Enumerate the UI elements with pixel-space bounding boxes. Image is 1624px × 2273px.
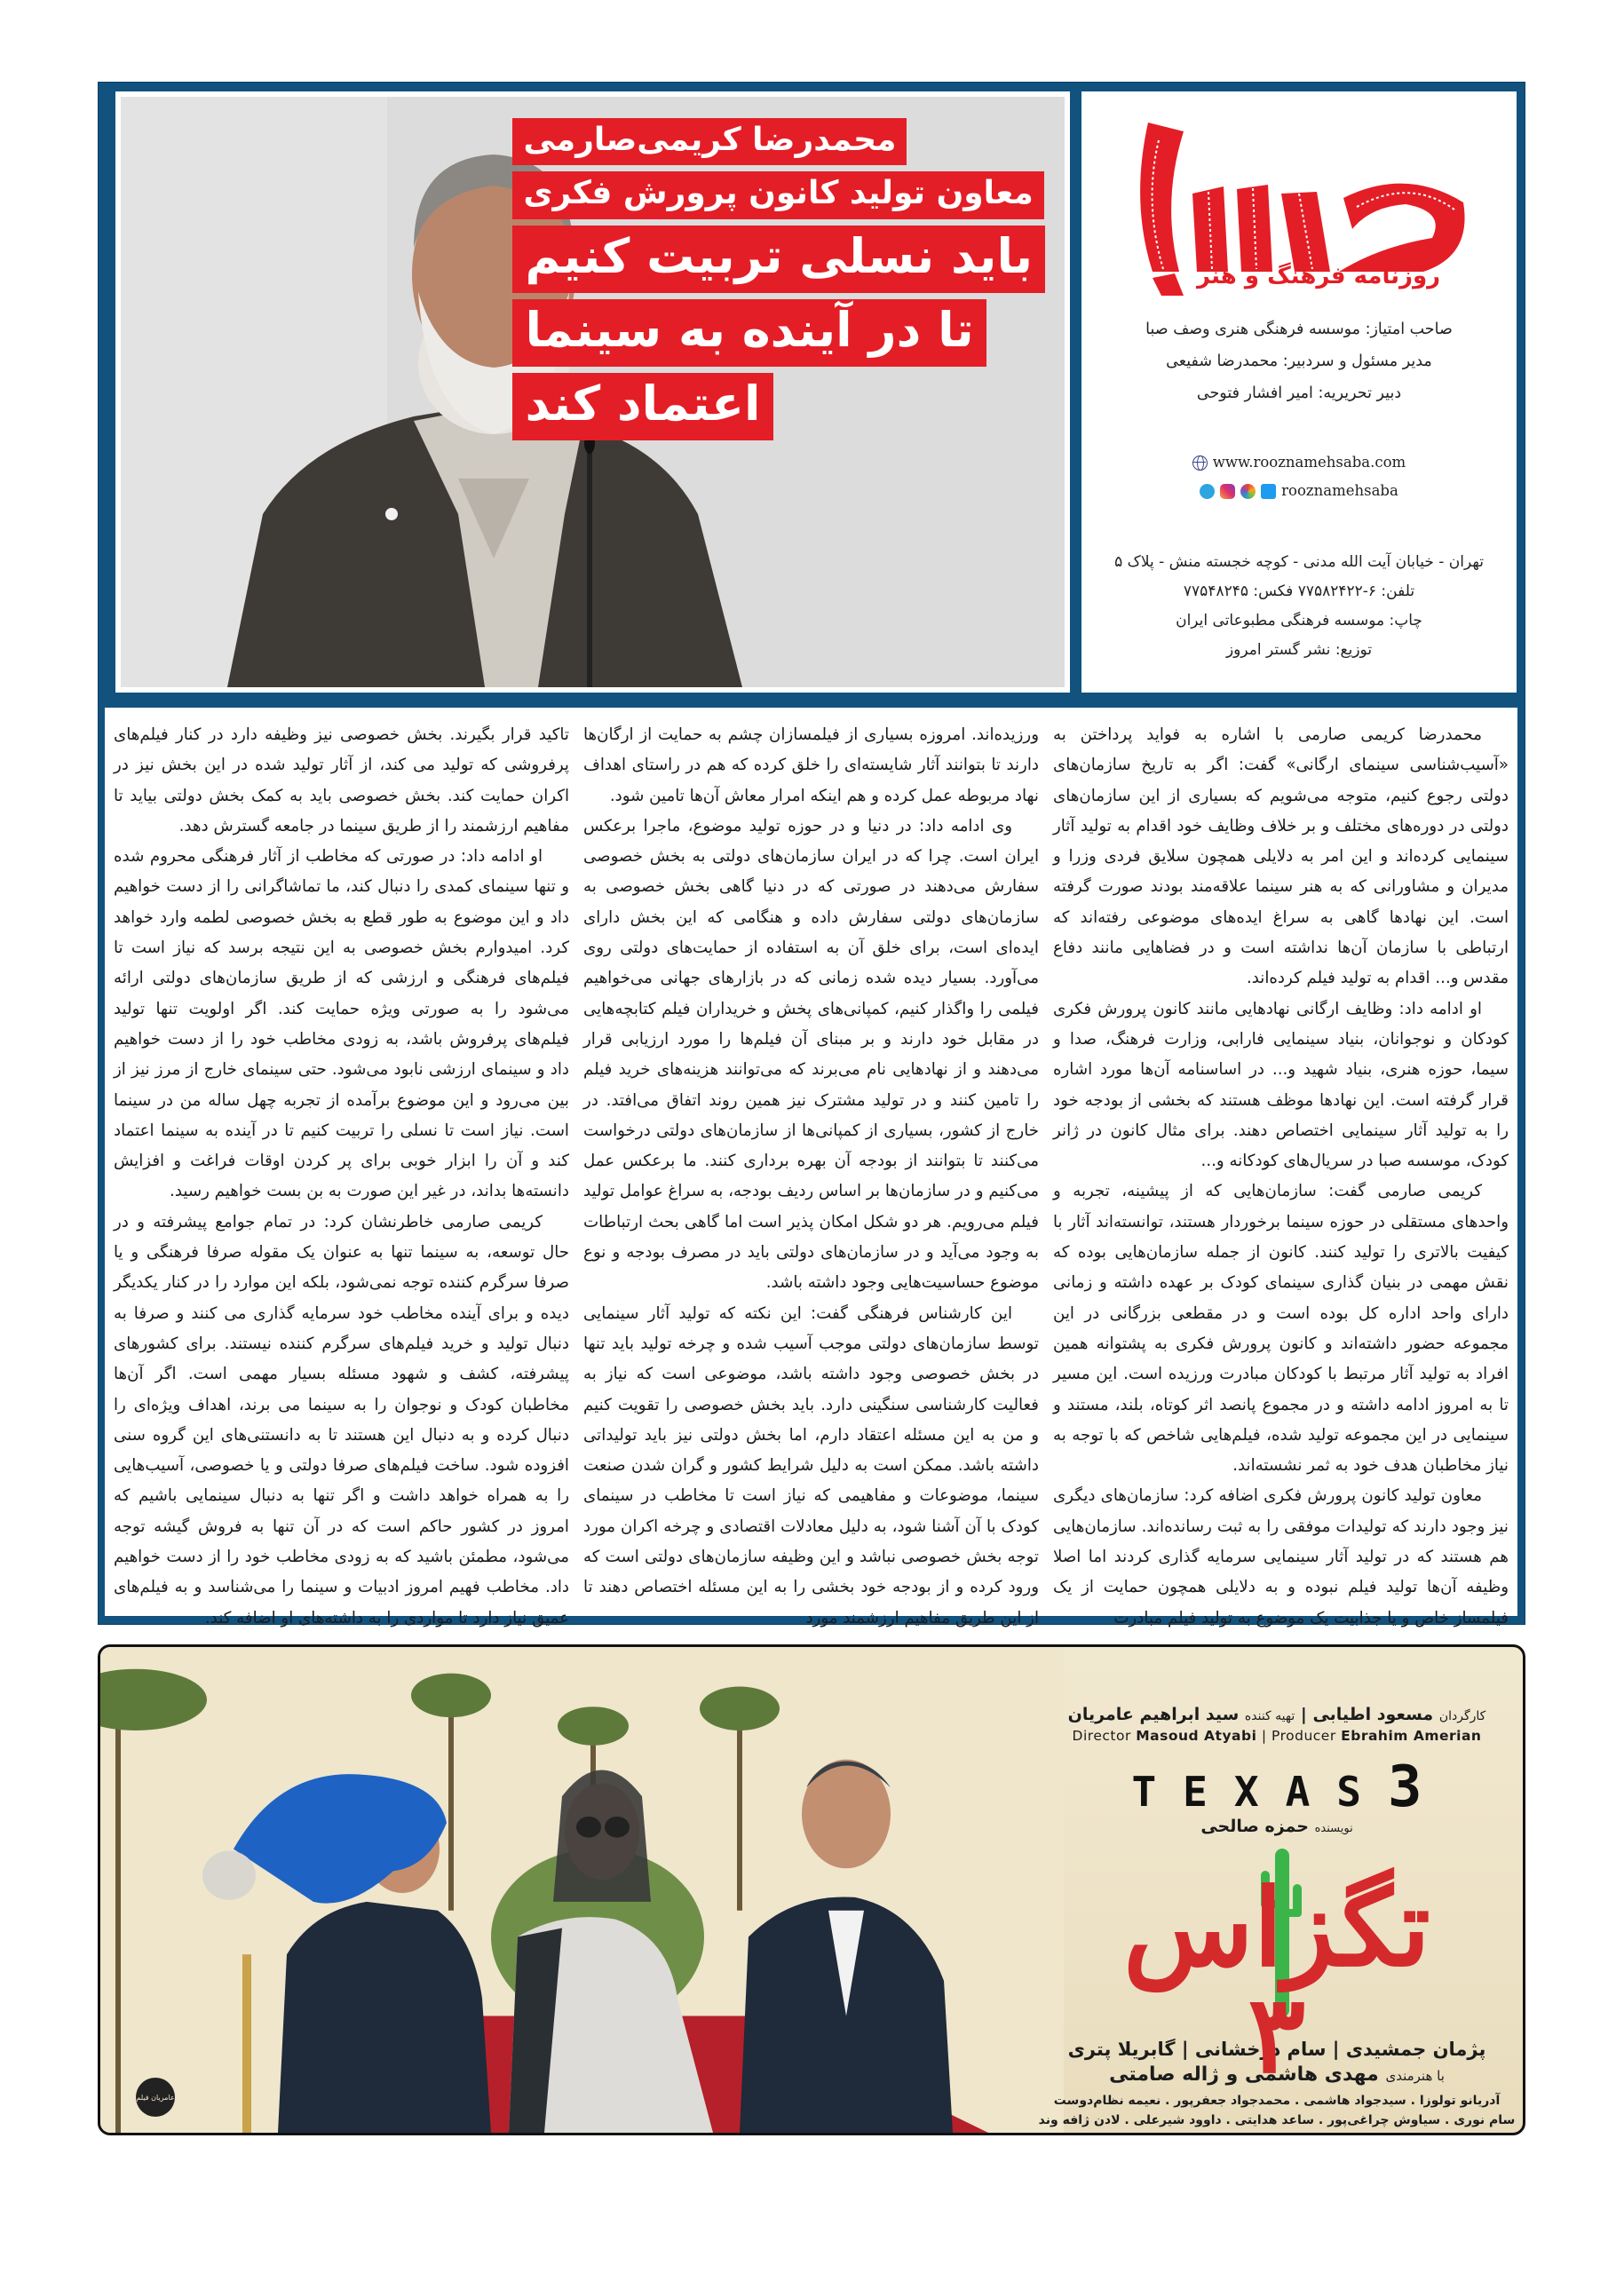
cast-line-1: آدریانو تولوزا . سیدجواد هاشمی . محمدجواد جعفرپور . نعیمه نظام‌دوست: [1053, 2094, 1501, 2108]
movie-advertisement[interactable]: [98, 1644, 1525, 2135]
article-paragraph: وی ادامه داد: در دنیا و در حوزه تولید موضوع، ماجرا برعکس ایران است. چرا که در ایران سازمان‌های دولتی به بخش خصوصی سفارش می‌دهند در صورتی که در دنیا گاهی بخش خصوصی به سازمان‌های دولتی سفارش داده و هنگامی که این بخش دارای ایده‌ای است، برای خلق آن به استفاده از حمایت‌های دولتی روی می‌آورد. بسیار دیده شده زمانی که در بازارهای جهانی می‌خواهیم فیلمی را واگذار کنیم، کمپانی‌های پخش و خریداران فیلم کتابچه‌هایی در مقابل خود دارند و بر مبنای آن فیلم‌ها را مورد ارزیابی قرار می‌دهند و از نهادهایی نام می‌برند که می‌توانند هزینه‌های خرید فیلم را تامین کنند و در تولید مشترک نیز همین روند اتفاق می‌افتد. در خارج از کشور، بسیاری از کمپانی‌ها از سازمان‌های دولتی درخواست می‌کنند تا بتوانند از بودجه آن بهره برداری کنند. ما برعکس عمل می‌کنیم و در سازمان‌ها بر اساس ردیف بودجه، به سراغ عوامل تولید فیلم می‌رویم. هر دو شکل امکان پذیر است اما گاهی بحث ارتباطات به وجود می‌آید و در سازمان‌های دولتی باید در مصرف بودجه و نوع موضوع حساسیت‌هایی وجود داشته باشد.: [583, 816, 1039, 1293]
phone-fax-line: تلفن: ۶-۷۷۵۸۲۴۲۲ فکس: ۷۷۵۴۸۲۴۵: [1183, 582, 1415, 600]
writer-name: حمزه صالحی: [1200, 1817, 1309, 1836]
movie-title-english: [1028, 1754, 1525, 1820]
headline-line-1: باید نسلی تربیت کنیم: [512, 226, 1045, 293]
article-paragraph: تاکید قرار بگیرند. بخش خصوصی نیز وظیفه دارد در کنار فیلم‌های پرفروشی که تولید می کند، از آثار تولید شده در این بخش نیز در اکران حمایت کند. بخش خصوصی باید به کمک بخش دولتی بیاید تا مفاهیم ارزشمند را از طریق سینما در جامعه گسترش دهد.: [114, 725, 569, 836]
article-paragraph: کریمی صارمی گفت: سازمان‌هایی که از پیشینه، تجربه و واحدهای مستقلی در حوزه سینما برخوردار هستند، توانسته‌اند آثار با کیفیت بالاتری را تولید کنند. کانون از جمله سازمان‌هایی بوده که نقش مهمی در بنیان گذاری سینمای کودک بر عهده داشته و زمانی دارای واحد اداره کل بوده است و در مقطعی بزرگانی در این مجموعه حضور داشته‌اند و کانون پرورش فکری به پشتوانه همین افراد به تولید آثار مرتبط با کودکان مبادرت ورزیده است. این مسیر تا به امروز ادامه داشته و در مجموع پانصد اثر کوتاه، بلند، مستند و سینمایی در این مجموعه تولید شده، فیلم‌هایی شاخص که با توجه به نیاز مخاطبان هدف خود به ثمر نشسته‌اند.: [1053, 1182, 1509, 1476]
headline-stack: [512, 118, 1045, 440]
lead-photo: [121, 97, 1065, 687]
article-column-3: [114, 720, 569, 1628]
ad-text-block: [1028, 1647, 1525, 2133]
article-paragraph: او ادامه داد: در صورتی که مخاطب از آثار فرهنگی محروم شده و تنها سینمای کمدی را دنبال کند، ما تماشاگرانی را از دست خواهیم داد و این موضوع به طور قطع به بخش خصوصی لطمه وارد خواهد کرد. امیدوارم بخش خصوصی به این نتیجه برسد که نیاز است تا فیلم‌های فرهنگی و ارزشی که از طریق سازمان‌های دولتی ارائه می‌شود را به صورتی ویژه حمایت کند. اگر اولویت تنها تولید فیلم‌های پرفروش باشد، به زودی مخاطب خود را از دست خواهیم داد و سینمای ارزشی نابود می‌شود. حتی سینمای خارج از مرز نیز از بین می‌رود و این موضوع برآمده از تجربه چهل ساله من در سینما است. نیاز است تا نسلی را تربیت کنیم تا در آینده به سینما اعتماد کند و آن را ابزار خوبی برای پر کردن اوقات فراغت و افزایش دانسته‌ها بداند، در غیر این صورت به بن بست خواهیم رسید.: [114, 847, 569, 1201]
article-paragraph: ورزیده‌اند. امروزه بسیاری از فیلمسازان چشم به حمایت از ارگان‌ها دارند تا بتوانند آثار شایسته‌ای را خلق کرده که هم در راستای اهداف نهاد مربوطه عمل کرده و هم اینکه امرار معاش آن‌ها تامین شود.: [583, 725, 1039, 805]
director-label-en: Director: [1072, 1728, 1131, 1744]
director-label: کارگردان: [1438, 1709, 1486, 1723]
director-name: مسعود اطیابی: [1312, 1705, 1434, 1724]
featuring-label: با هنرمندی: [1385, 2068, 1445, 2084]
masthead-tagline: روزنامه فرهنگ و هنر: [1197, 263, 1441, 289]
featuring-names: مهدی هاشمی و ژاله صامتی: [1109, 2063, 1379, 2086]
saba-logo: [1113, 105, 1485, 296]
title-number: 3: [1387, 1754, 1422, 1820]
writer-credit: [1028, 1817, 1525, 1836]
studio-logo: عامریان فیلم: [136, 2078, 175, 2117]
movie-poster-art: [100, 1647, 1064, 2133]
crew-english: Director Masoud Atyabi | Producer Ebrahim Amerian: [1072, 1728, 1482, 1744]
address-line: تهران - خیابان آیت الله مدنی - کوچه خجسته منش - پلاک ۵: [1114, 553, 1484, 571]
producer-label: تهیه کننده: [1244, 1709, 1295, 1723]
article-column-2: [583, 720, 1039, 1628]
rubika-icon[interactable]: [1240, 484, 1256, 499]
web-links: [1081, 448, 1517, 505]
article-column-1: [1053, 720, 1509, 1628]
article-paragraph: محمدرضا کریمی صارمی با اشاره به فواید پرداختن به «آسیب‌شناسی سینمای ارگانی» گفت: اگر به تاریخ سازمان‌های دولتی رجوع کنیم، متوجه می‌شویم که بسیاری از این سازمان‌های دولتی در دوره‌های مختلف و بر خلاف وظایف خود اقدام به تولید آثار سینمایی کرده‌اند و این امر به دلایلی همچون سلایق فردی وزرا و مدیران و مشاورانی که به هنر سینما علاقه‌مند بودند صورت گرفته است. این نهادها گاهی به سراغ ایده‌های موضوعی رفته‌اند که ارتباطی با سازمان آن‌ها نداشته است و در فضاهایی مانند دفاع مقدس و... اقدام به تولید فیلم کرده‌اند.: [1053, 725, 1509, 988]
director-name-en: Masoud Atyabi: [1136, 1728, 1257, 1744]
interviewee-role: معاون تولید کانون پرورش فکری: [512, 171, 1043, 218]
headline-line-2: تا در آینده به سینما: [512, 299, 986, 367]
article-body: [105, 708, 1517, 1628]
producer-name: سید ابراهیم عامریان: [1067, 1705, 1240, 1724]
article-paragraph: کریمی صارمی خاطرنشان کرد: در تمام جوامع پیشرفته و در حال توسعه، به سینما تنها به عنوان یک مقوله صرفا فرهنگی و یا صرفا سرگرم کننده توجه نمی‌شود، بلکه این موارد را در کنار یکدیگر دیده و برای آینده مخاطب خود سرمایه گذاری می کنند و صرفا به دنبال تولید و خرید فیلم‌های سرگرم کننده نیستند. برای کشورهای پیشرفته، کشف و شهود مسئله بسیار مهمی است. اگر آن‌ها مخاطبان کودک و نوجوان را به سینما می برند، اهداف ویژه‌ای را دنبال کرده و به دنبال این هستند تا به دانستنی‌های این گروه سنی افزوده شود. ساخت فیلم‌های صرفا دولتی و یا خصوصی، آسیب‌هایی را به همراه خواهد داشت و اگر تنها به دنبال سینمایی باشیم که امروز در کشور حاکم است که در آن تنها به فروش گیشه توجه می‌شود، مطمئن باشید که به زودی مخاطب خود را از دست خواهیم داد. مخاطب فهیم امروز ادبیات و سینما را می‌شناسد و به فیلم‌های عمیق نیاز دارد تا مواردی را به داشته‌های او اضافه کند.: [114, 1212, 569, 1628]
social-handle[interactable]: rooznamehsaba: [1281, 482, 1398, 499]
masthead-credits: [1081, 313, 1517, 409]
telegram-icon[interactable]: [1200, 484, 1215, 499]
twitter-icon[interactable]: [1261, 484, 1276, 499]
movie-title-persian: تگزاس ۳: [1123, 1865, 1430, 2097]
cast-line-2: سام نوری . سیاوش چراغی‌پور . ساعد هدایتی . داوود شیرعلی . لادن ژافه وند: [1038, 2113, 1516, 2127]
article-paragraph: این کارشناس فرهنگی گفت: این نکته که تولید آثار سینمایی توسط سازمان‌های دولتی موجب آسیب شده و چرخه تولید باید تنها در بخش خصوصی وجود داشته باشد، موضوعی است که نیاز به فعالیت کارشناسی سنگینی دارد. باید بخش خصوصی را تقویت کنیم و من به این مسئله اعتقاد دارم، اما بخش دولتی نیز باید تولیداتی داشته باشد. ممکن است به دلیل شرایط کشور و گران شدن صنعت سینما، موضوعات و مفاهیمی که نیاز است تا مخاطب در سینمای کودک با آن آشنا شود، به دلیل معادلات اقتصادی و چرخه اکران مورد توجه بخش خصوصی نباشد و این وظیفه سازمان‌های دولتی است که ورود کرده و از بودجه خود بخشی را به این مسئله اختصاص دهند تا از این طریق مفاهیم ارزشمند مورد: [583, 1303, 1039, 1628]
editor-in-chief-line: مدیر مسئول و سردبیر: محمدرضا شفیعی: [1166, 352, 1432, 370]
interviewee-name: محمدرضا کریمی‌صارمی: [512, 118, 907, 165]
contact-info: [1081, 548, 1517, 665]
article-paragraph: او ادامه داد: وظایف ارگانی نهادهایی مانند کانون پرورش فکری کودکان و نوجوانان، بنیاد سینمایی فارابی، وزارت فرهنگ، صدا و سیما، حوزه هنری، بنیاد شهید و... در اساسنامه آن‌ها مورد اشاره قرار گرفته است. این نهادها موظف هستند که بخشی از بودجه خود را به تولید آثار سینمایی اختصاص دهند. برای مثال کانون در ژانر کودک، موسسه صبا در سریال‌های کودکانه و...: [1053, 999, 1509, 1171]
publisher-line: صاحب امتیاز: موسسه فرهنگی هنری وصف صبا: [1145, 321, 1453, 338]
writer-label: نویسنده: [1314, 1822, 1353, 1835]
globe-icon: [1192, 455, 1208, 471]
masthead-panel: [1081, 91, 1517, 693]
producer-label-en: Producer: [1271, 1728, 1336, 1744]
instagram-icon[interactable]: [1220, 484, 1235, 499]
lead-cast: پژمان جمشیدی | سام درخشانی | گابریلا پتری: [1067, 2039, 1486, 2060]
title-en-text: TEXAS: [1131, 1768, 1388, 1816]
producer-name-en: Ebrahim Amerian: [1341, 1728, 1482, 1744]
headline-line-3: اعتماد کند: [512, 373, 772, 440]
website-link[interactable]: www.rooznamehsaba.com: [1212, 454, 1406, 471]
distribution-line: توزیع: نشر گستر امروز: [1225, 641, 1373, 659]
printer-line: چاپ: موسسه فرهنگی مطبوعاتی ایران: [1176, 612, 1422, 630]
crew-persian: کارگردان مسعود اطیابی | تهیه کننده سید ابراهیم عامریان: [1067, 1705, 1486, 1724]
lead-photo-box: [115, 91, 1070, 693]
managing-editor-line: دبیر تحریریه: امیر افشار فتوحی: [1196, 384, 1402, 402]
article-paragraph: معاون تولید کانون پرورش فکری اضافه کرد: سازمان‌های دیگری نیز وجود دارند که تولیدات موفقی را به ثبت رسانده‌اند. سازمان‌هایی هم هستند که در تولید آثار سینمایی سرمایه گذاری کردند اما اصلا وظیفه آن‌ها تولید فیلم نبوده و به دلایلی همچون حمایت از یک فیلمساز خاص و یا جذابیت یک موضوع به تولید فیلم مبادرت: [1053, 1486, 1509, 1628]
